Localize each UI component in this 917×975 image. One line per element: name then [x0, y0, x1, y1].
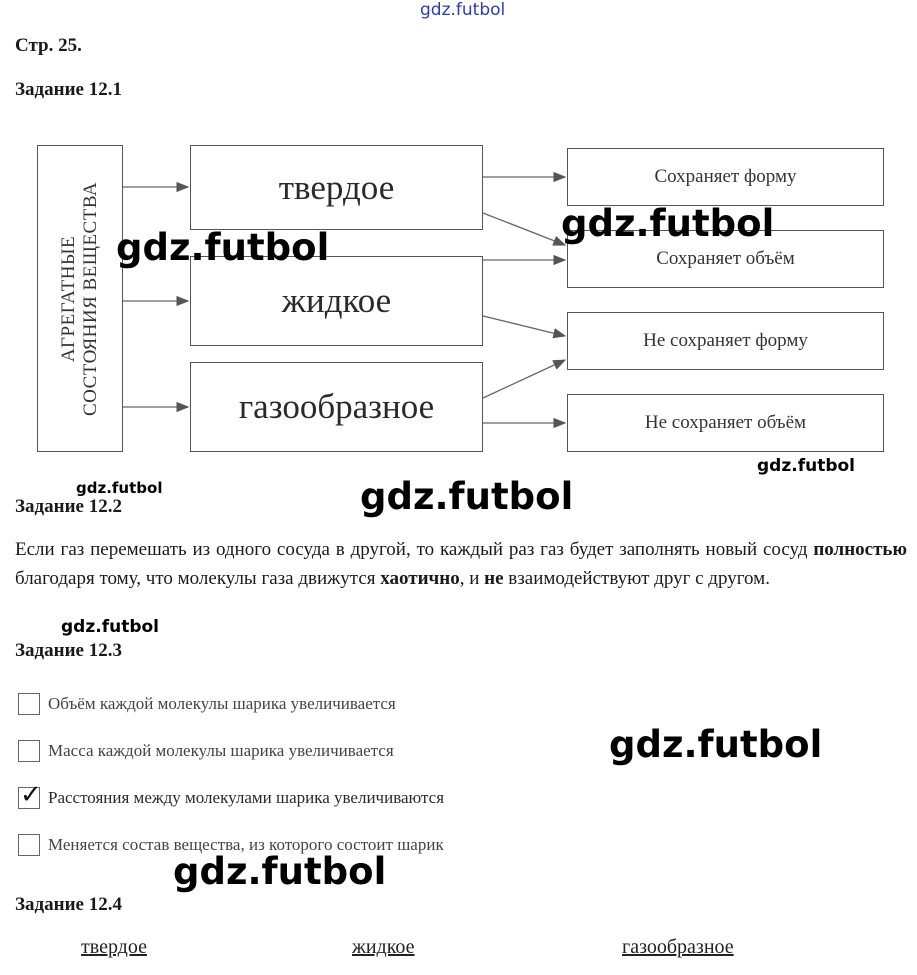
state-box-solid — [190, 145, 483, 230]
aggregate-states-label: АГРЕГАТНЫЕ СОСТОЯНИЯ ВЕЩЕСТВА — [58, 181, 102, 416]
prop-no-shape: Не сохраняет форму — [643, 330, 808, 351]
answer-not: не — [484, 567, 504, 589]
watermark-3: gdz.futbol — [757, 456, 855, 476]
task-12-3-title: Задание 12.3 — [15, 640, 122, 661]
state-solid: твердое — [278, 167, 395, 207]
prop-no-volume: Не сохраняет объём — [644, 412, 807, 433]
answer-solid: твердое — [81, 936, 147, 958]
state-box-liquid — [190, 256, 483, 346]
prop-box-keeps-shape — [567, 148, 884, 206]
option-2[interactable] — [18, 740, 394, 762]
task-12-2-paragraph: Если газ перемешать из одного сосуда в другой, то каждый раз газ будет заполнять новый сосуд полностью благодаря тому, что молекулы газа движутся хаотично, и не взаимодействуют друг с другом. — [15, 539, 907, 589]
watermark-2: gdz.futbol — [561, 202, 775, 245]
aggregate-states-box — [37, 145, 123, 452]
prop-box-no-shape — [567, 312, 884, 370]
watermark-top: gdz.futbol — [420, 0, 506, 20]
page-label: Стр. 25. — [15, 35, 82, 56]
checkbox-1[interactable] — [18, 693, 40, 715]
watermark-6: gdz.futbol — [61, 617, 159, 637]
watermark-1: gdz.futbol — [116, 226, 330, 269]
option-1-label: Объём каждой молекулы шарика увеличивается — [48, 694, 396, 713]
prop-keeps-volume: Сохраняет объём — [656, 248, 795, 269]
arrow-gas-noshape — [483, 360, 565, 398]
answer-fully: полностью — [813, 539, 907, 560]
task-12-1-title: Задание 12.1 — [15, 79, 122, 100]
option-3-label: Расстояния между молекулами шарика увеличиваются — [48, 788, 445, 807]
task-12-2-title: Задание 12.2 — [15, 496, 122, 517]
option-4-label: Меняется состав вещества, из которого состоит шарик — [48, 835, 444, 854]
watermark-8: gdz.futbol — [173, 850, 387, 893]
watermark-5: gdz.futbol — [360, 475, 574, 518]
state-liquid: жидкое — [281, 281, 392, 320]
state-box-gas — [190, 362, 483, 452]
checkbox-4[interactable] — [18, 834, 40, 856]
checkbox-3[interactable] — [18, 780, 42, 810]
state-gas: газообразное — [238, 387, 435, 426]
check-mark-icon: ✓ — [20, 780, 42, 810]
watermark-4: gdz.futbol — [76, 479, 163, 497]
checkbox-2[interactable] — [18, 740, 40, 762]
arrow-solid-volume — [483, 213, 565, 245]
option-2-label: Масса каждой молекулы шарика увеличивается — [48, 741, 394, 760]
task-12-4-title: Задание 12.4 — [15, 894, 122, 915]
prop-keeps-shape: Сохраняет форму — [654, 166, 797, 187]
option-1[interactable] — [18, 693, 396, 715]
answer-chaotically: хаотично — [380, 567, 460, 589]
watermark-7: gdz.futbol — [609, 723, 823, 766]
answer-gas: газообразное — [622, 936, 734, 958]
option-3[interactable] — [18, 780, 445, 810]
answer-liquid: жидкое — [352, 936, 415, 958]
prop-box-no-volume — [567, 394, 884, 452]
arrow-liquid-noshape — [483, 316, 565, 336]
